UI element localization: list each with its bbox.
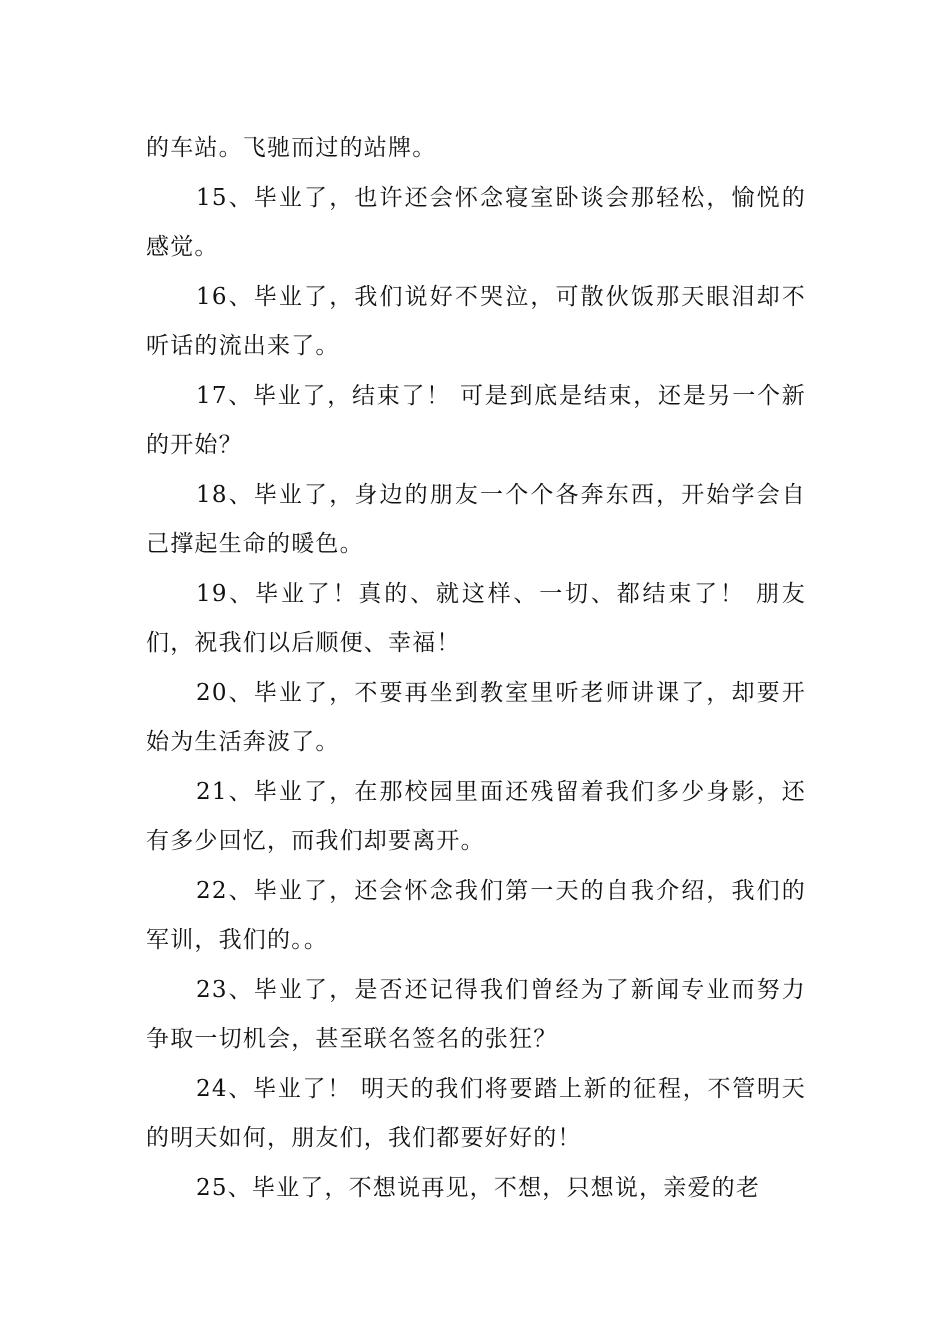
document-body: [146, 124, 806, 1213]
paragraph-item-24: 24、毕业了！ 明天的我们将要踏上新的征程，不管明天的明天如何，朋友们，我们都要好好的！: [146, 1075, 806, 1151]
paragraph-item-22: 22、毕业了，还会怀念我们第一天的自我介绍，我们的军训，我们的。。: [146, 877, 806, 953]
paragraph-item-21: 21、毕业了，在那校园里面还残留着我们多少身影，还有多少回忆，而我们却要离开。: [146, 778, 806, 854]
paragraph-item-18: 18、毕业了，身边的朋友一个个各奔东西，开始学会自己撑起生命的暖色。: [146, 481, 806, 557]
paragraph-item-19: 19、毕业了！真的、就这样、一切、都结束了！ 朋友们，祝我们以后顺便、幸福！: [146, 580, 806, 656]
paragraph-item-17: 17、毕业了，结束了！ 可是到底是结束，还是另一个新的开始？: [146, 382, 806, 458]
paragraph-item-20: 20、毕业了，不要再坐到教室里听老师讲课了，却要开始为生活奔波了。: [146, 679, 806, 755]
paragraph-item-16: 16、毕业了，我们说好不哭泣，可散伙饭那天眼泪却不听话的流出来了。: [146, 283, 806, 359]
paragraph-continuation: 的车站。飞驰而过的站牌。: [146, 135, 437, 161]
paragraph-item-15: 15、毕业了，也许还会怀念寝室卧谈会那轻松，愉悦的感觉。: [146, 184, 806, 260]
paragraph-item-25: 25、毕业了，不想说再见，不想，只想说，亲爱的老: [196, 1174, 761, 1201]
paragraph-item-23: 23、毕业了，是否还记得我们曾经为了新闻专业而努力争取一切机会，甚至联名签名的张狂？: [146, 976, 806, 1052]
